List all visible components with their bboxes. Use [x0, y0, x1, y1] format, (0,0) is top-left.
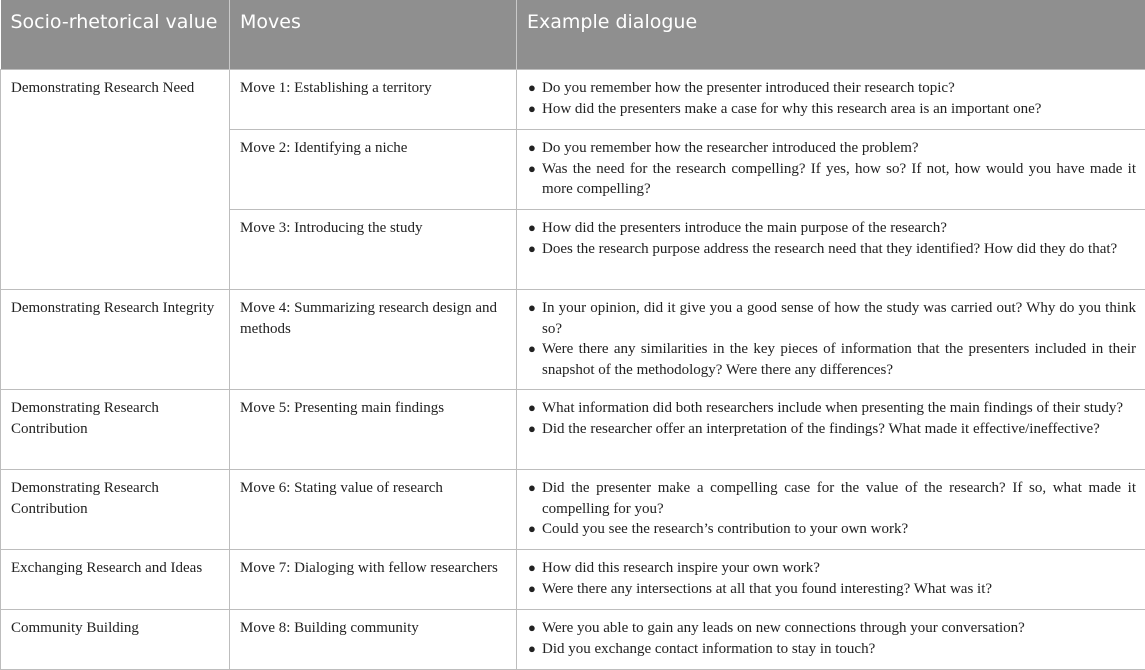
dialogue-cell: [517, 610, 1145, 670]
table-row: [1, 610, 1145, 670]
dialogue-cell: [517, 70, 1145, 130]
dialogue-item: ● How did the presenters make a case for why this research area is an important one?: [526, 99, 1136, 120]
dialogue-item: ● Were there any intersections at all that you found interesting? What was it?: [526, 579, 1136, 600]
dialogue-cell: [517, 210, 1145, 290]
dialogue-item: ● Did the presenter make a compelling case for the value of the research? If so, what made it compelling for you?: [526, 478, 1136, 519]
table-header: [1, 0, 1145, 70]
header-moves: Moves: [230, 0, 517, 70]
move-cell: Move 1: Establishing a territory: [230, 70, 517, 130]
dialogue-item: ● Do you remember how the researcher introduced the problem?: [526, 138, 1136, 159]
dialogue-item: ● Do you remember how the presenter introduced their research topic?: [526, 78, 1136, 99]
dialogue-cell: [517, 290, 1145, 390]
value-cell: Demonstrating Research Integrity: [1, 290, 230, 390]
bullet-icon: ●: [528, 478, 536, 499]
move-cell: Move 6: Stating value of research: [230, 470, 517, 550]
bullet-icon: ●: [528, 618, 536, 639]
bullet-icon: ●: [528, 419, 536, 440]
dialogue-item: ● What information did both researchers include when presenting the main findings of their study?: [526, 398, 1136, 419]
dialogue-cell: [517, 130, 1145, 210]
table-row: [1, 550, 1145, 610]
dialogue-item: ● How did the presenters introduce the main purpose of the research?: [526, 218, 1136, 239]
value-cell: Demonstrating Research Contribution: [1, 390, 230, 470]
dialogue-item: ● In your opinion, did it give you a good sense of how the study was carried out? Why do you think so?: [526, 298, 1136, 339]
dialogue-item: ● Did the researcher offer an interpretation of the findings? What made it effective/ineffective?: [526, 419, 1136, 440]
bullet-icon: ●: [528, 639, 536, 660]
bullet-icon: ●: [528, 339, 536, 360]
value-cell: Exchanging Research and Ideas: [1, 550, 230, 610]
value-cell: Demonstrating Research Contribution: [1, 470, 230, 550]
move-cell: Move 4: Summarizing research design and methods: [230, 290, 517, 390]
move-cell: Move 8: Building community: [230, 610, 517, 670]
move-cell: Move 3: Introducing the study: [230, 210, 517, 290]
bullet-icon: ●: [528, 579, 536, 600]
dialogue-item: ● Was the need for the research compelling? If yes, how so? If not, how would you have made it more compelling?: [526, 159, 1136, 200]
header-socio-rhetorical-value: Socio-rhetorical value: [1, 0, 230, 70]
bullet-icon: ●: [528, 218, 536, 239]
move-cell: Move 7: Dialoging with fellow researchers: [230, 550, 517, 610]
bullet-icon: ●: [528, 99, 536, 120]
bullet-icon: ●: [528, 558, 536, 579]
value-cell: Community Building: [1, 610, 230, 670]
dialogue-cell: [517, 470, 1145, 550]
bullet-icon: ●: [528, 398, 536, 419]
bullet-icon: ●: [528, 78, 536, 99]
bullet-icon: ●: [528, 298, 536, 319]
move-cell: Move 5: Presenting main findings: [230, 390, 517, 470]
bullet-icon: ●: [528, 519, 536, 540]
move-cell: Move 2: Identifying a niche: [230, 130, 517, 210]
table-row: [1, 290, 1145, 390]
dialogue-cell: [517, 550, 1145, 610]
table-row: [1, 390, 1145, 470]
table-row: [1, 70, 1145, 130]
bullet-icon: ●: [528, 138, 536, 159]
bullet-icon: ●: [528, 239, 536, 260]
dialogue-item: ● Does the research purpose address the research need that they identified? How did they do that?: [526, 239, 1136, 260]
dialogue-item: ● How did this research inspire your own work?: [526, 558, 1136, 579]
header-example-dialogue: Example dialogue: [517, 0, 1145, 70]
dialogue-cell: [517, 390, 1145, 470]
value-cell: Demonstrating Research Need: [1, 70, 230, 290]
dialogue-item: ● Did you exchange contact information to stay in touch?: [526, 639, 1136, 660]
dialogue-item: ● Were you able to gain any leads on new connections through your conversation?: [526, 618, 1136, 639]
dialogue-item: ● Were there any similarities in the key pieces of information that the presenters included in their snapshot of the methodology? Were there any differences?: [526, 339, 1136, 380]
bullet-icon: ●: [528, 159, 536, 180]
dialogue-item: ● Could you see the research’s contribution to your own work?: [526, 519, 1136, 540]
table-row: [1, 470, 1145, 550]
